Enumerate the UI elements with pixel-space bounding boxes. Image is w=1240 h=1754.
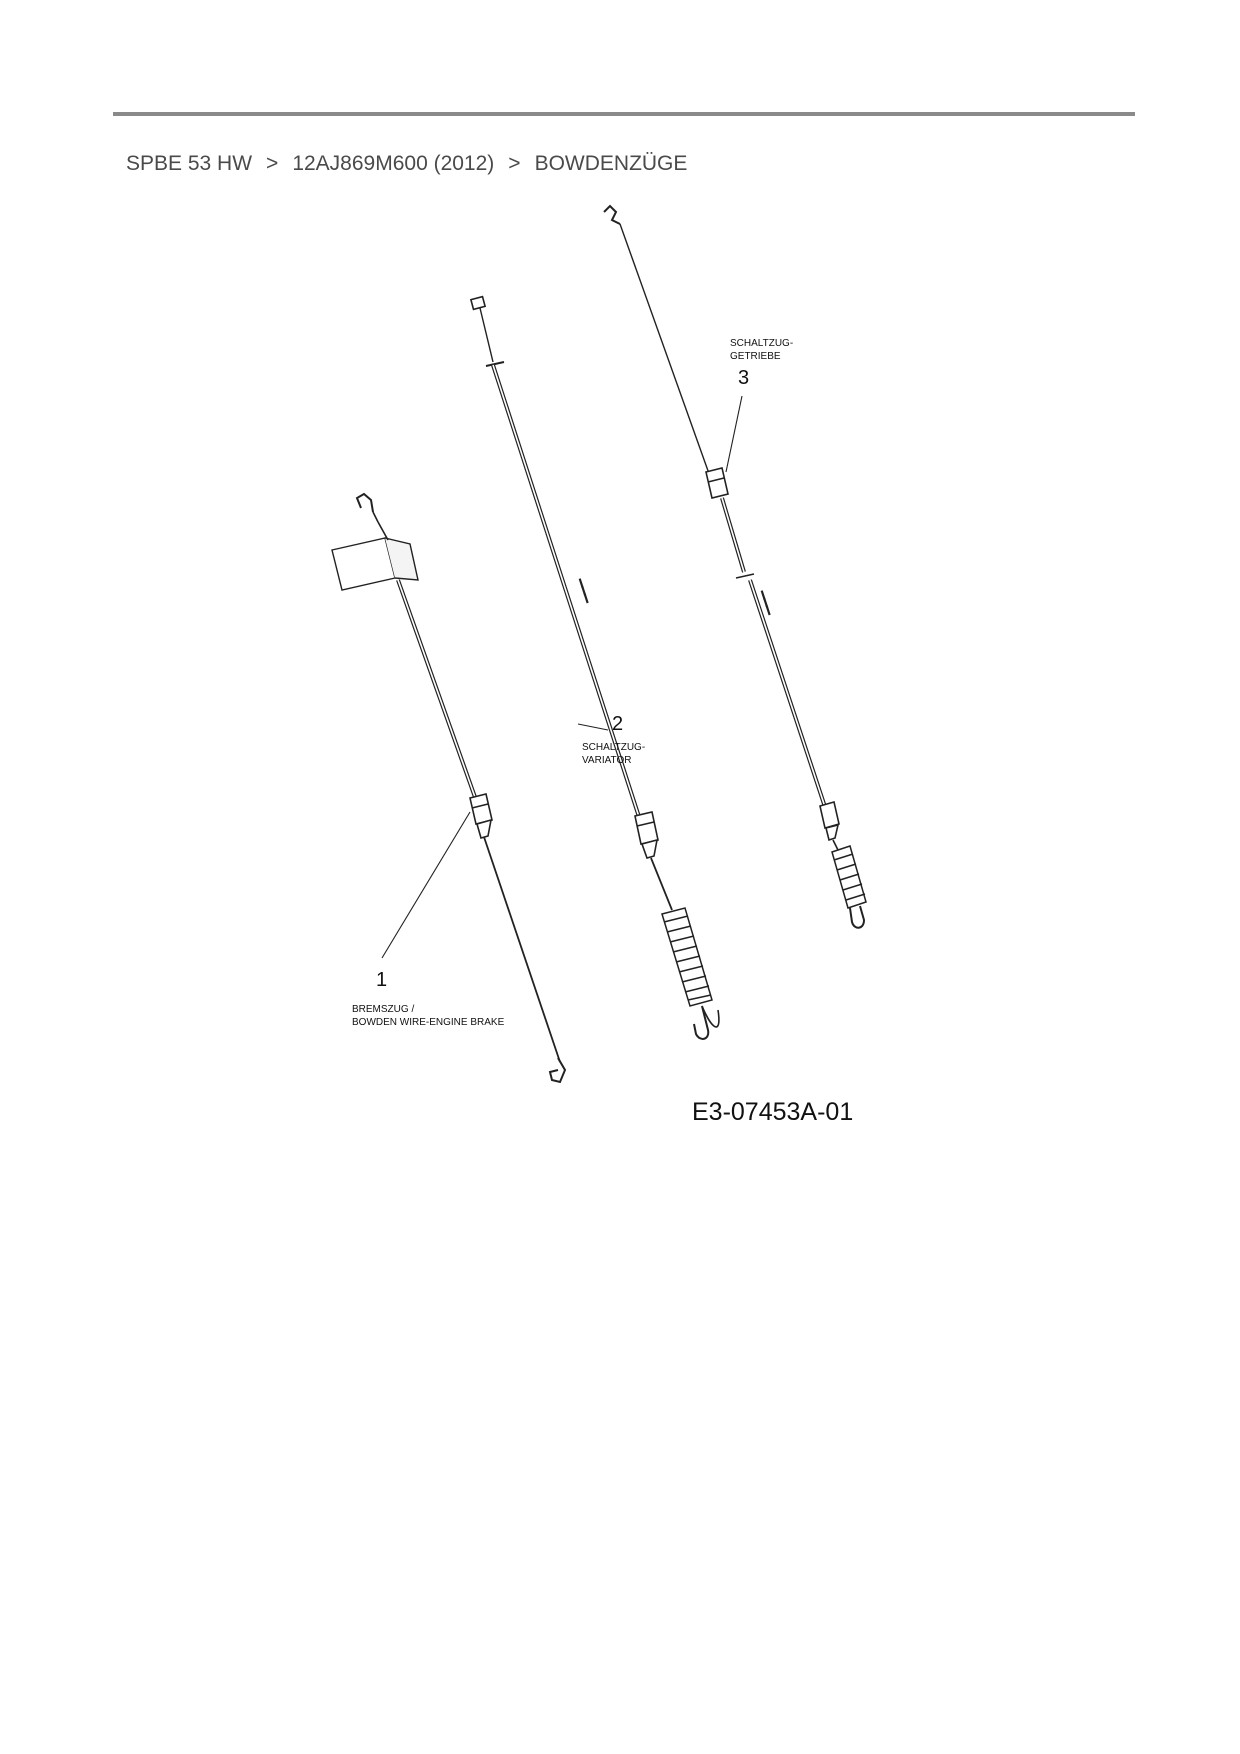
cable-2-part-mark: ——— [576,577,593,604]
cable-2-variator[interactable] [471,297,719,1039]
callout-number-3: 3 [738,367,750,389]
cable-3-adjuster [706,468,728,498]
cable-1-lever-housing [332,538,395,590]
cable-2-top-nipple [471,297,485,310]
callout-leader-2 [578,724,608,730]
callout-label-1-line2: BOWDEN WIRE-ENGINE BRAKE [352,1017,505,1028]
callout-label-2-line1: SCHALTZUG- [582,742,646,753]
cable-2-end-hook [694,1006,708,1039]
callout-label-2-line2: VARIATOR [582,755,632,766]
breadcrumb-separator: > [508,152,521,175]
cable-3-spring [832,846,866,908]
callout-label-3-line2: GETRIEBE [730,351,781,362]
cable-1-adjuster [470,794,492,824]
cable-3-part-mark: ——— [758,589,775,616]
callout-label-1-line1: BREMSZUG / [352,1004,415,1015]
cable-2-spring [662,908,712,1006]
callout-number-2: 2 [612,713,624,735]
header-rule [113,112,1135,116]
callout-leader-1 [382,812,470,958]
breadcrumb-item-section: BOWDENZÜGE [534,152,688,175]
callout-leader-3 [726,396,742,472]
callout-number-1: 1 [376,969,388,991]
cable-3-end-hook [850,906,864,928]
breadcrumb [126,150,687,178]
breadcrumb-item-variant[interactable]: 12AJ869M600 (2012) [292,152,495,175]
drawing-code: E3-07453A-01 [692,1098,854,1126]
exploded-parts-diagram [260,200,1020,1220]
callout-label-3-line1: SCHALTZUG- [730,338,794,349]
breadcrumb-item-model[interactable]: SPBE 53 HW [126,152,253,175]
cable-3-top-end [604,206,620,224]
cable-3-lower-adjuster [820,802,839,828]
cable-1-top-hook [357,494,373,512]
cable-2-adjuster [635,812,658,844]
cable-1-brake[interactable] [332,494,565,1082]
cable-1-bottom-hook [550,1058,565,1082]
breadcrumb-separator: > [266,152,279,175]
